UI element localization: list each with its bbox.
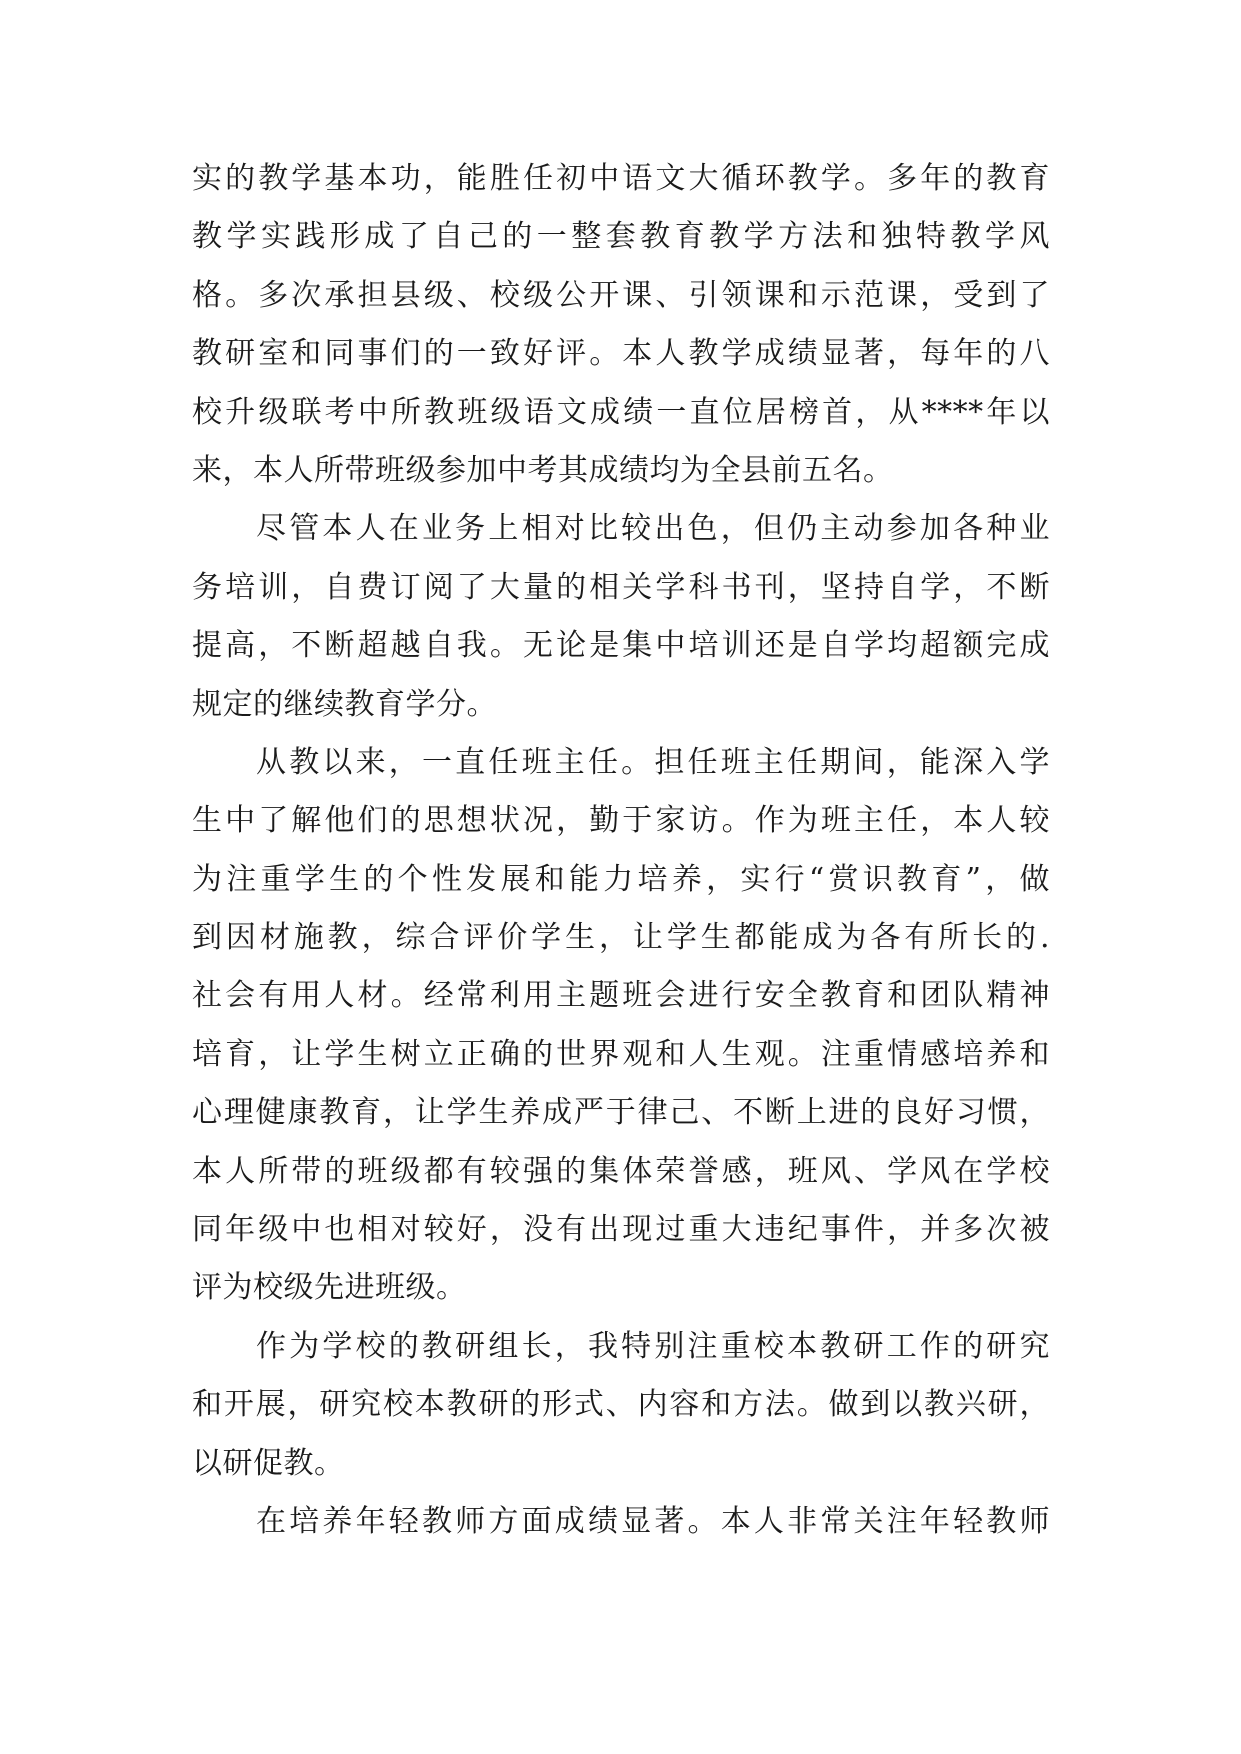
text-line: 心理健康教育，让学生养成严于律己、不断上进的良好习惯，: [192, 1095, 1050, 1131]
text-line: 教学实践形成了自己的一整套教育教学方法和独特教学风: [192, 219, 1050, 255]
text-line: 教研室和同事们的一致好评。本人教学成绩显著，每年的八: [192, 336, 1050, 372]
text-line: 格。多次承担县级、校级公开课、引领课和示范课，受到了: [192, 277, 1050, 313]
text-line: 尽管本人在业务上相对比较出色，但仍主动参加各种业: [256, 511, 1050, 547]
paragraph: [192, 500, 1050, 734]
text-line: 为注重学生的个性发展和能力培养，实行“赏识教育”，做: [192, 861, 1050, 897]
text-line: 实的教学基本功，能胜任初中语文大循环教学。多年的教育: [192, 161, 1050, 196]
paragraph: [192, 734, 1050, 1318]
text-line: 社会有用人材。经常利用主题班会进行安全教育和团队精神: [192, 978, 1050, 1014]
text-line: 校升级联考中所教班级语文成绩一直位居榜首，从****年以: [192, 394, 1050, 430]
text-line: 到因材施教，综合评价学生，让学生都能成为各有所长的.: [192, 920, 1050, 956]
text-line: 作为学校的教研组长，我特别注重校本教研工作的研究: [256, 1328, 1050, 1364]
paragraph: [192, 150, 1050, 500]
text-line: 来，本人所带班级参加中考其成绩均为全县前五名。: [192, 452, 894, 488]
text-line: 同年级中也相对较好，没有出现过重大违纪事件，并多次被: [192, 1212, 1050, 1248]
text-line: 本人所带的班级都有较强的集体荣誉感，班风、学风在学校: [192, 1153, 1050, 1189]
text-line: 培育，让学生树立正确的世界观和人生观。注重情感培养和: [192, 1036, 1050, 1072]
document-body: [192, 150, 1050, 1551]
text-line: 评为校级先进班级。: [192, 1270, 467, 1306]
paragraph: [192, 1318, 1050, 1493]
text-line: 规定的继续教育学分。: [192, 686, 497, 722]
text-line: 和开展，研究校本教研的形式、内容和方法。做到以教兴研，: [192, 1387, 1050, 1423]
text-line: 务培训，自费订阅了大量的相关学科书刊，坚持自学，不断: [192, 569, 1050, 605]
paragraph: [192, 1493, 1050, 1551]
text-line: 从教以来，一直任班主任。担任班主任期间，能深入学: [256, 744, 1050, 780]
text-line: 以研促教。: [192, 1445, 345, 1481]
text-line: 生中了解他们的思想状况，勤于家访。作为班主任，本人较: [192, 803, 1050, 839]
text-line: 在培养年轻教师方面成绩显著。本人非常关注年轻教师: [256, 1503, 1050, 1539]
text-line: 提高，不断超越自我。无论是集中培训还是自学均超额完成: [192, 628, 1050, 664]
